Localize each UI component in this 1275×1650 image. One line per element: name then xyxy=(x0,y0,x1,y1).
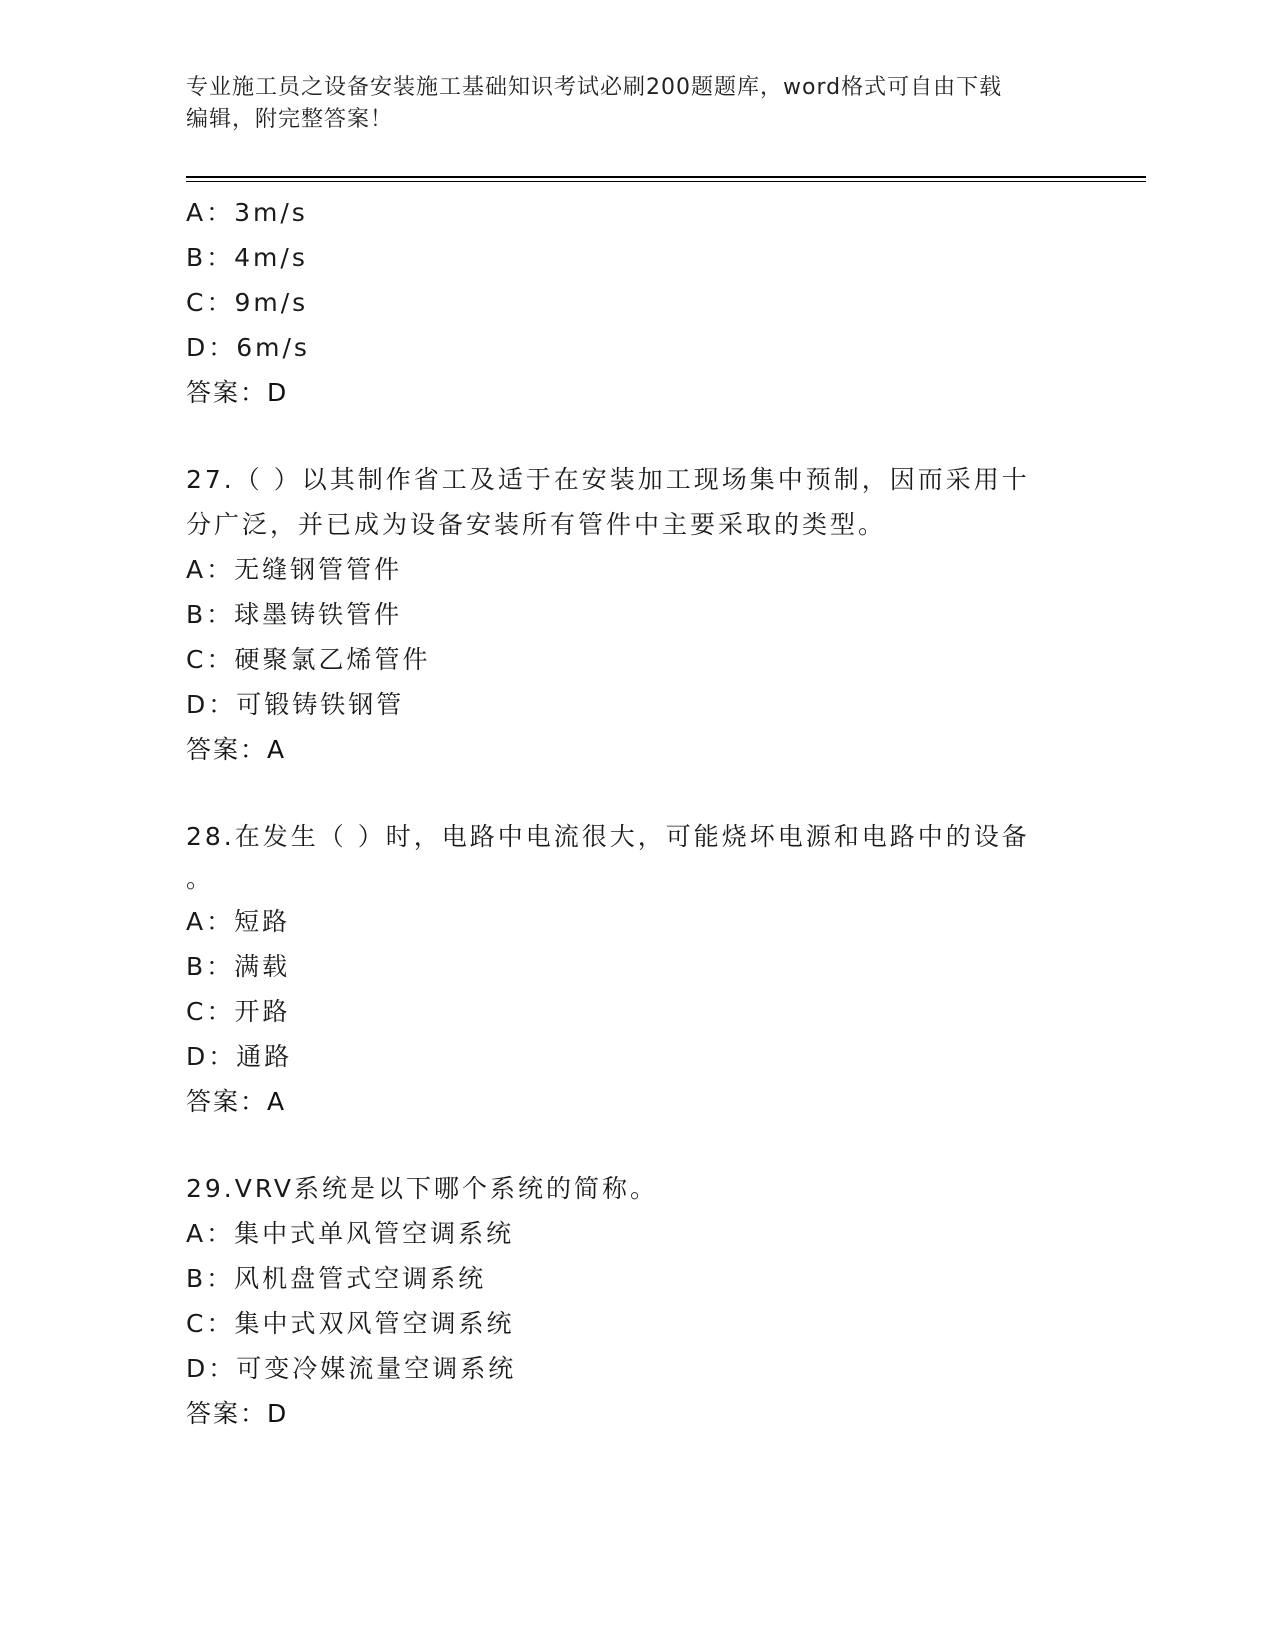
option-c: C：集中式双风管空调系统 xyxy=(186,1309,515,1338)
option-c: C：硬聚氯乙烯管件 xyxy=(186,645,431,674)
header-rule-thin xyxy=(186,181,1146,182)
question-text-line-2: 。 xyxy=(186,864,215,893)
spacer xyxy=(186,772,1086,814)
answer: 答案：D xyxy=(186,1399,289,1428)
option-c: C：开路 xyxy=(186,997,291,1026)
header-line-2: 编辑，附完整答案！ xyxy=(186,107,394,132)
question-28 xyxy=(186,814,1086,1124)
option-a: A：无缝钢管管件 xyxy=(186,555,403,584)
question-text-line-2: 分广泛，并已成为设备安装所有管件中主要采取的类型。 xyxy=(186,510,887,539)
option-d: D：6m/s xyxy=(186,333,310,362)
question-text-line-1: 27.（ ）以其制作省工及适于在安装加工现场集中预制，因而采用十 xyxy=(186,465,1030,494)
question-content xyxy=(186,190,1086,1436)
option-a: A：短路 xyxy=(186,907,291,936)
header-line-1: 专业施工员之设备安装施工基础知识考试必刷200题题库，word格式可自由下载 xyxy=(186,75,1003,100)
option-d: D：可锻铸铁钢管 xyxy=(186,690,405,719)
option-b: B：4m/s xyxy=(186,243,308,272)
option-a: A：3m/s xyxy=(186,198,308,227)
option-b: B：满载 xyxy=(186,952,291,981)
option-d: D：通路 xyxy=(186,1042,293,1071)
option-d: D：可变冷媒流量空调系统 xyxy=(186,1354,517,1383)
spacer xyxy=(186,415,1086,457)
option-c: C：9m/s xyxy=(186,288,309,317)
answer: 答案：A xyxy=(186,1087,287,1116)
option-a: A：集中式单风管空调系统 xyxy=(186,1219,515,1248)
question-29 xyxy=(186,1166,1086,1436)
header-rule-thick xyxy=(186,176,1146,178)
option-b: B：球墨铸铁管件 xyxy=(186,600,403,629)
question-text-line-1: 29.VRV系统是以下哪个系统的简称。 xyxy=(186,1174,658,1203)
answer: 答案：A xyxy=(186,735,287,764)
question-27 xyxy=(186,457,1086,772)
option-b: B：风机盘管式空调系统 xyxy=(186,1264,487,1293)
spacer xyxy=(186,1124,1086,1166)
document-header xyxy=(186,72,1066,136)
answer: 答案：D xyxy=(186,378,289,407)
question-26 xyxy=(186,190,1086,415)
question-text-line-1: 28.在发生（ ）时，电路中电流很大，可能烧坏电源和电路中的设备 xyxy=(186,822,1030,851)
